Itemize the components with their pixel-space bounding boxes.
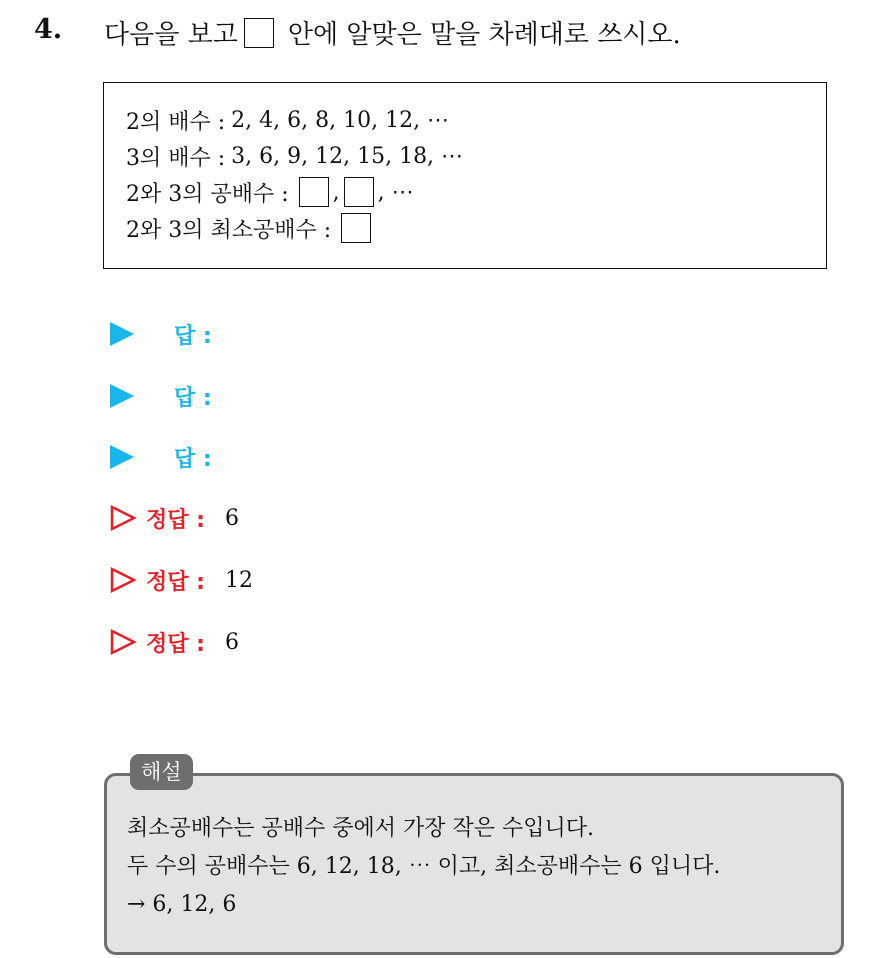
condition-tail: , ⋯ bbox=[377, 179, 414, 205]
condition-separator: , bbox=[332, 179, 340, 205]
condition-label: 3의 배수 : bbox=[126, 145, 226, 171]
answer-row-3[interactable] bbox=[110, 437, 212, 477]
answer-row-1[interactable] bbox=[110, 314, 212, 354]
explanation-panel bbox=[104, 773, 844, 955]
blank-box-icon bbox=[344, 177, 374, 207]
correct-label: 정답 : bbox=[146, 507, 205, 533]
play-icon bbox=[110, 322, 134, 346]
condition-line-1 bbox=[126, 102, 826, 138]
condition-line-2 bbox=[126, 138, 826, 174]
condition-label: 2의 배수 : bbox=[126, 109, 226, 135]
correct-value: 6 bbox=[224, 629, 239, 655]
answer-label: 답 : bbox=[174, 446, 212, 472]
outline-play-icon bbox=[110, 629, 136, 655]
condition-values: 2, 4, 6, 8, 10, 12, ⋯ bbox=[231, 107, 450, 133]
explanation-line-2: 두 수의 공배수는 6, 12, 18, ⋯ 이고, 최소공배수는 6 입니다. bbox=[127, 854, 721, 879]
answer-label: 답 : bbox=[174, 385, 212, 411]
condition-values: 3, 6, 9, 12, 15, 18, ⋯ bbox=[231, 143, 464, 169]
explanation-line-1: 최소공배수는 공배수 중에서 가장 작은 수입니다. bbox=[127, 816, 595, 841]
correct-value: 12 bbox=[224, 567, 253, 593]
outline-play-icon bbox=[110, 567, 136, 593]
condition-label: 2와 3의 공배수 : bbox=[126, 181, 289, 207]
play-icon bbox=[110, 445, 134, 469]
correct-value: 6 bbox=[224, 505, 239, 531]
blank-box-icon bbox=[299, 177, 329, 207]
question-text-before: 다음을 보고 bbox=[104, 20, 238, 50]
correct-row-1 bbox=[110, 498, 239, 538]
explanation-line-3: → 6, 12, 6 bbox=[127, 892, 237, 917]
question-text bbox=[104, 14, 681, 51]
condition-label: 2와 3의 최소공배수 : bbox=[126, 217, 332, 243]
answer-row-2[interactable] bbox=[110, 376, 212, 416]
blank-box-icon bbox=[244, 18, 274, 48]
condition-box bbox=[103, 82, 827, 269]
condition-line-3 bbox=[126, 174, 826, 210]
answer-label: 답 : bbox=[174, 323, 212, 349]
outline-play-icon bbox=[110, 505, 136, 531]
condition-line-4 bbox=[126, 210, 826, 246]
play-icon bbox=[110, 384, 134, 408]
correct-label: 정답 : bbox=[146, 631, 205, 657]
correct-label: 정답 : bbox=[146, 569, 205, 595]
question-text-after: 안에 알맞은 말을 차례대로 쓰시오. bbox=[287, 20, 681, 50]
question-number: 4. bbox=[34, 14, 63, 45]
explanation-tab: 해설 bbox=[130, 754, 193, 790]
correct-row-3 bbox=[110, 622, 239, 662]
blank-box-icon bbox=[341, 213, 371, 243]
correct-row-2 bbox=[110, 560, 253, 600]
